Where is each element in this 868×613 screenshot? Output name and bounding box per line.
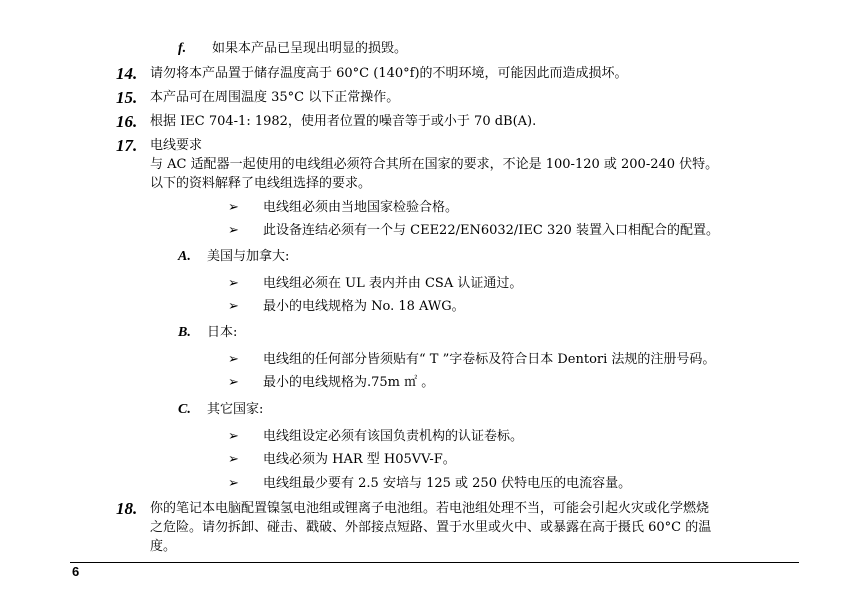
item-18-number: 18. [116,499,138,518]
section-a-letter: A. [178,249,191,264]
item-17-title: 电线要求 [150,138,203,153]
section-c-bullet: 电线组设定必须有该国负责机构的认证卷标。 [263,429,524,444]
section-c-title: 其它国家: [207,402,264,417]
section-b-letter: B. [178,325,191,340]
bullet-arrow-icon: ➢ [228,452,239,467]
item-17-number: 17. [116,136,138,155]
section-a-bullet: 最小的电线规格为 No. 18 AWG。 [263,299,465,314]
bullet-arrow-icon: ➢ [228,200,239,215]
section-b-bullet: 最小的电线规格为.75m ㎡ 。 [263,375,435,390]
bullet-arrow-icon: ➢ [228,476,239,491]
item-18-line: 你的笔记本电脑配置镍氢电池组或锂离子电池组。若电池组处理不当，可能会引起火灾或化学燃烧 [150,501,710,516]
item-17-line-1: 与 AC 适配器一起使用的电线组必须符合其所在国家的要求，不论是 100-120 或 200-240 伏特。 [150,157,719,172]
section-b-title: 日本: [207,325,238,340]
item-17-bullet: 此设备连结必须有一个与 CEE22/EN6032/IEC 320 装置入口相配合的配置。 [263,223,719,238]
item-15-number: 15. [116,88,138,107]
item-16-text: 根据 IEC 704-1: 1982，使用者位置的噪音等于或小于 70 dB(A). [150,114,537,129]
section-a-title: 美国与加拿大: [207,249,290,264]
bullet-arrow-icon: ➢ [228,352,239,367]
section-c-letter: C. [178,402,191,417]
footer-rule [70,562,799,563]
item-14-number: 14. [116,64,138,83]
item-17-bullet: 电线组必须由当地国家检验合格。 [263,200,459,215]
item-18-line: 度。 [150,539,177,554]
bullet-arrow-icon: ➢ [228,276,239,291]
section-b-bullet: 电线组的任何部分皆须贴有“ T ”字卷标及符合日本 Dentori 法规的注册号码。 [263,352,716,367]
bullet-arrow-icon: ➢ [228,299,239,314]
bullet-arrow-icon: ➢ [228,429,239,444]
item-f-marker: f. [178,41,187,56]
item-18-line: 之危险。请勿拆卸、碰击、戳破、外部接点短路、置于水里或火中、或暴露在高于摄氏 60°C 的温 [150,520,712,535]
item-16-number: 16. [116,112,138,131]
item-15-text: 本产品可在周围温度 35°C 以下正常操作。 [150,90,400,105]
bullet-arrow-icon: ➢ [228,223,239,238]
bullet-arrow-icon: ➢ [228,375,239,390]
item-17-line-2: 以下的资料解释了电线组选择的要求。 [150,176,372,191]
section-a-bullet: 电线组必须在 UL 表内并由 CSA 认证通过。 [263,276,523,291]
item-f-text: 如果本产品已呈现出明显的损毁。 [212,41,408,56]
page-number: 6 [72,564,80,579]
section-c-bullet: 电线组最少要有 2.5 安培与 125 或 250 伏特电压的电流容量。 [263,476,632,491]
section-c-bullet: 电线必须为 HAR 型 H05VV-F。 [263,452,456,467]
item-14-text: 请勿将本产品置于储存温度高于 60°C (140°f)的不明环境，可能因此而造成损坏。 [150,66,628,81]
